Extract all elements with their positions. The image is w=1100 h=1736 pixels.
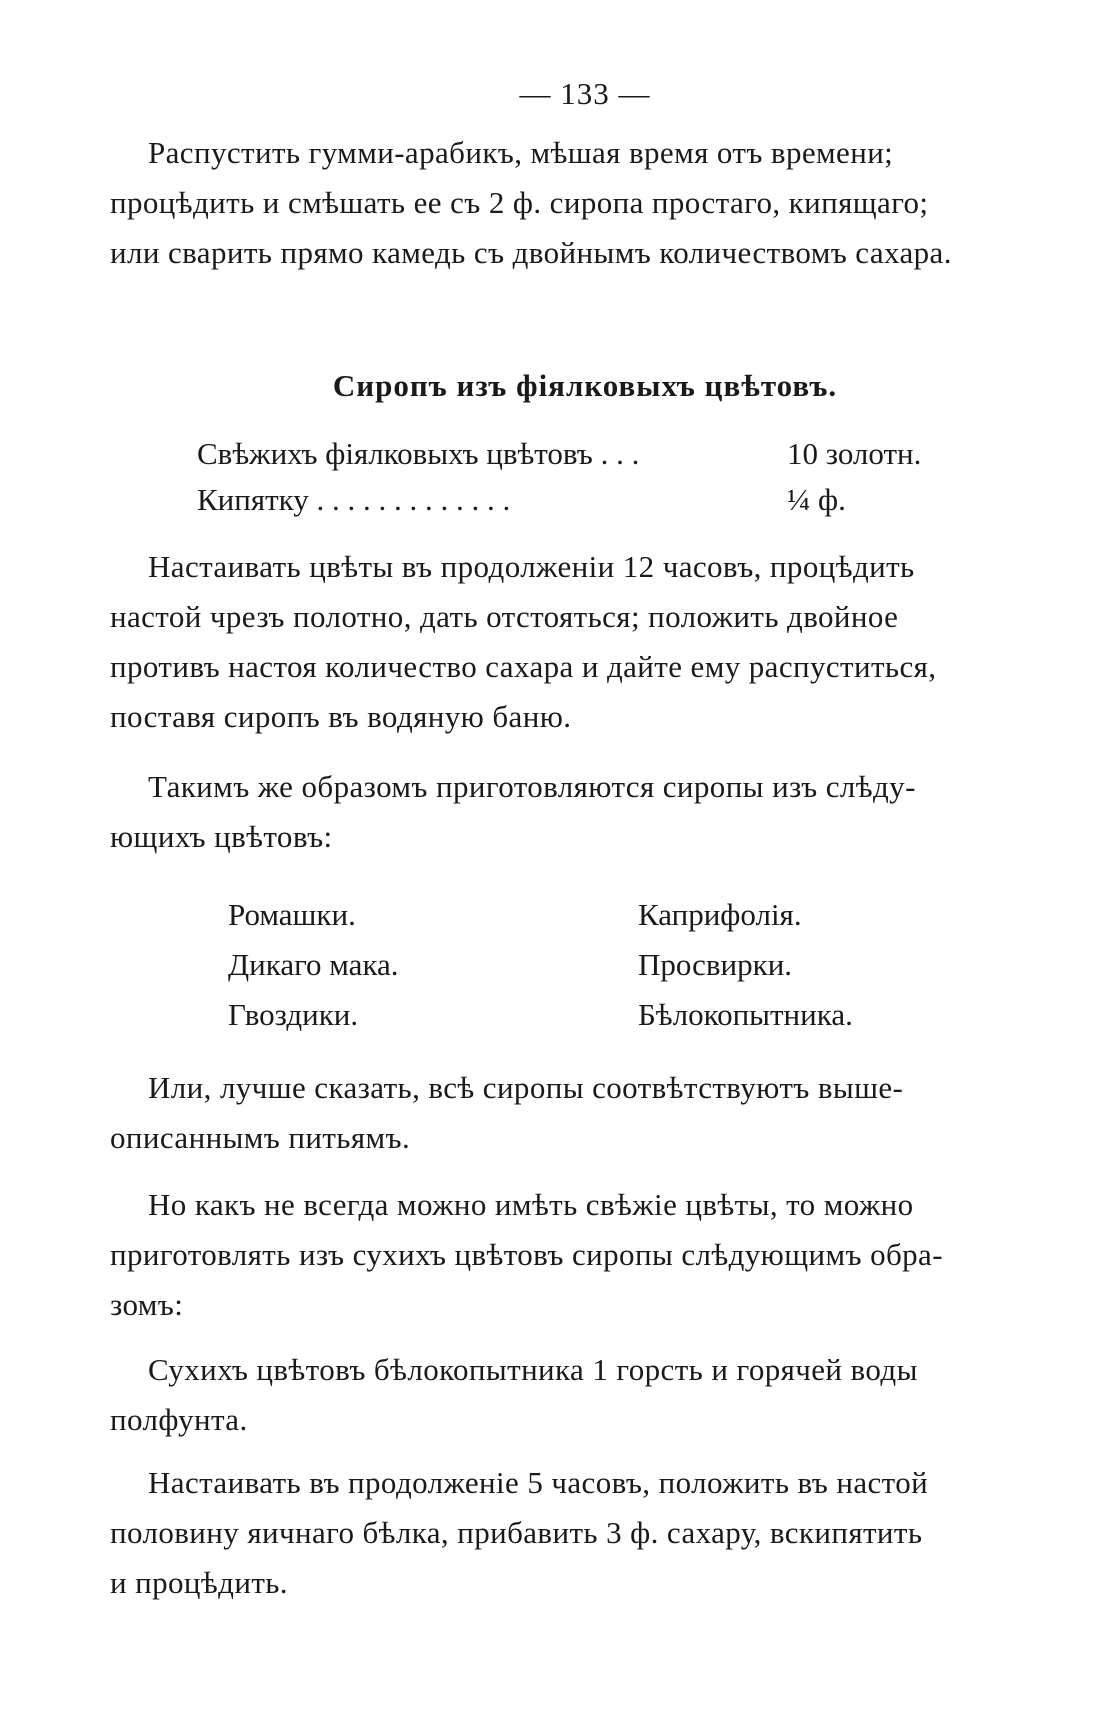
flower-item: Ромашки. <box>228 897 356 932</box>
ingredient-amount: 10 золотн. <box>787 436 922 471</box>
text-line: Настаивать въ продолженіе 5 часовъ, положить въ настой <box>148 1465 929 1500</box>
text-line: Такимъ же образомъ приготовляются сиропы изъ слѣду- <box>148 769 916 804</box>
text-line: описаннымъ питьямъ. <box>110 1120 411 1155</box>
text-line: Распустить гумми-арабикъ, мѣшая время отъ времени; <box>148 135 894 170</box>
text-line: и процѣдить. <box>110 1565 288 1600</box>
text-line: противъ настоя количество сахара и дайте ему распуститься, <box>110 649 937 684</box>
ingredient-amount: ¼ ф. <box>787 482 846 517</box>
text-line: приготовлять изъ сухихъ цвѣтовъ сиропы слѣдующимъ обра- <box>110 1237 943 1272</box>
ingredient-name: Кипятку . . . . . . . . . . . . . <box>197 482 511 517</box>
paragraph-similar-syrups <box>110 762 1020 862</box>
flower-list-left <box>228 890 399 1040</box>
text-line: половину яичнаго бѣлка, прибавить 3 ф. сахару, вскипятить <box>110 1515 923 1550</box>
flower-list-right <box>638 890 853 1040</box>
text-line: Настаивать цвѣты въ продолженіи 12 часовъ, процѣдить <box>148 549 915 584</box>
ingredient-row <box>197 482 977 526</box>
text-line: настой чрезъ полотно, дать отстояться; положить двойное <box>110 599 899 634</box>
text-line: процѣдить и смѣшать ее съ 2 ф. сиропа простаго, кипящаго; <box>110 185 929 220</box>
flower-item: Гвоздики. <box>228 997 359 1032</box>
ingredient-name: Свѣжихъ фіялковыхъ цвѣтовъ . . . <box>197 436 640 471</box>
flower-item: Каприфолія. <box>638 897 802 932</box>
paragraph-dry-recipe <box>110 1345 1020 1445</box>
paragraph-infusion <box>110 542 1020 742</box>
paragraph-dried-flowers <box>110 1180 1020 1330</box>
text-line: Но какъ не всегда можно имѣть свѣжіе цвѣты, то можно <box>148 1187 914 1222</box>
paragraph-all-syrups <box>110 1063 1020 1163</box>
paragraph-gum-arabic <box>110 128 1020 278</box>
ingredient-row <box>197 436 977 480</box>
text-line: Или, лучше сказать, всѣ сиропы соотвѣтствуютъ выше- <box>148 1070 904 1105</box>
text-line: ющихъ цвѣтовъ: <box>110 819 333 854</box>
text-line: Сухихъ цвѣтовъ бѣлокопытника 1 горсть и горячей воды <box>148 1352 918 1387</box>
page-number: — 133 — <box>519 76 651 111</box>
flower-item: Бѣлокопытника. <box>638 997 853 1032</box>
text-line: полфунта. <box>110 1402 248 1437</box>
text-line: зомъ: <box>110 1287 184 1322</box>
text-line: или сварить прямо камедь съ двойнымъ количествомъ сахара. <box>110 235 952 270</box>
paragraph-final-steps <box>110 1458 1020 1608</box>
section-heading: Сиропъ изъ фіялковыхъ цвѣтовъ. <box>332 368 838 403</box>
text-line: поставя сиропъ въ водяную баню. <box>110 699 572 734</box>
flower-item: Дикаго мака. <box>228 947 399 982</box>
flower-item: Просвирки. <box>638 947 793 982</box>
